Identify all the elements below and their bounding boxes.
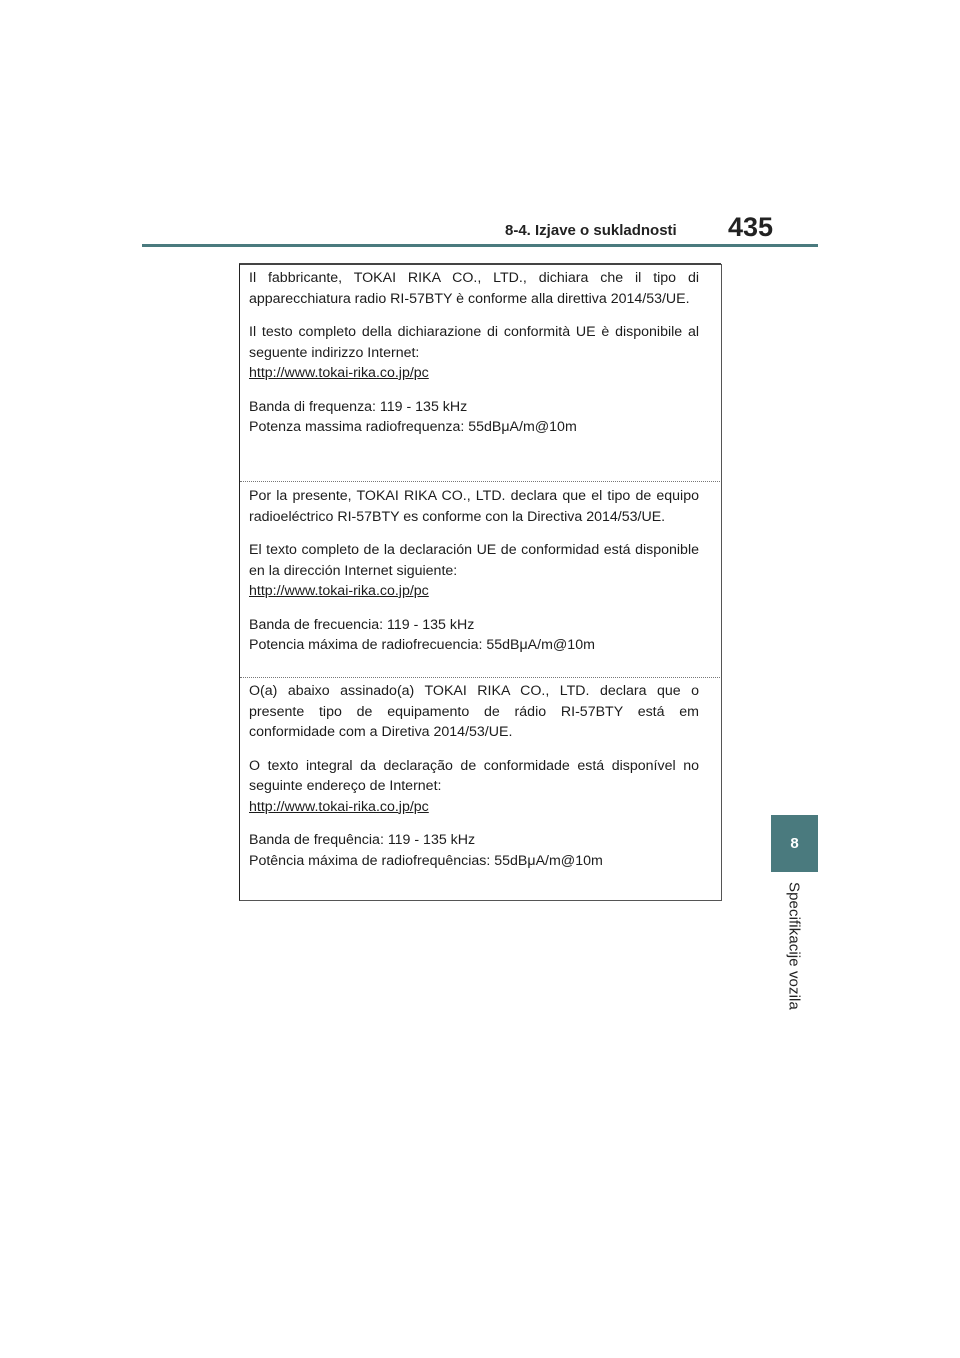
max-power: Potenza massima radiofrequenza: 55dBμA/m@10m [249,419,577,435]
max-power: Potencia máxima de radiofrecuencia: 55dBμA/m@10m [249,637,595,653]
block-separator [240,677,720,678]
declaration-italian [249,268,699,438]
frequency-band: Banda de frecuencia: 119 - 135 kHz [249,616,475,633]
declaration-intro: Por la presente, TOKAI RIKA CO., LTD. declara que el tipo de equipo radioeléctrico RI-57BTY es conforme con la Directiva 2014/53/UE. [249,488,699,525]
declaration-full-text: Il testo completo della dichiarazione di conformità UE è disponibile al seguente indirizzo Internet: [249,324,699,361]
frequency-band: Banda de frequência: 119 - 135 kHz [249,832,476,848]
declaration-full-text: O texto integral da declaração de conformidade está disponível no seguinte endereço de Internet: [249,757,699,794]
declaration-full-text: El texto completo de la declaración UE de conformidad está disponible en la dirección Internet siguiente: [249,542,699,579]
chapter-label: Specifikacije vozila [785,882,803,1010]
max-power: Potência máxima de radiofrequências: 55dBμA/m@10m [249,852,603,869]
declaration-intro: Il fabbricante, TOKAI RIKA CO., LTD., dichiara che il tipo di apparecchiatura radio RI-57BTY è conforme alla direttiva 2014/53/UE. [249,270,699,307]
declaration-spanish [249,486,699,656]
declaration-url-link[interactable]: http://www.tokai-rika.co.jp/pc [249,798,429,815]
header-rule [142,244,818,247]
frequency-band: Banda di frequenza: 119 - 135 kHz [249,398,468,415]
declaration-url-link[interactable]: http://www.tokai-rika.co.jp/pc [249,583,429,599]
section-title: 8-4. Izjave o sukladnosti [505,222,677,239]
chapter-tab: 8 [771,815,818,872]
page-number: 435 [728,212,774,242]
declaration-intro: O(a) abaixo assinado(a) TOKAI RIKA CO., LTD. declara que o presente tipo de equipamento de rádio RI-57BTY está em conformidade com a Diretiva 2014/53/UE. [249,683,699,740]
declaration-url-link[interactable]: http://www.tokai-rika.co.jp/pc [249,365,429,381]
declaration-portuguese [249,681,699,871]
block-separator [240,481,720,482]
